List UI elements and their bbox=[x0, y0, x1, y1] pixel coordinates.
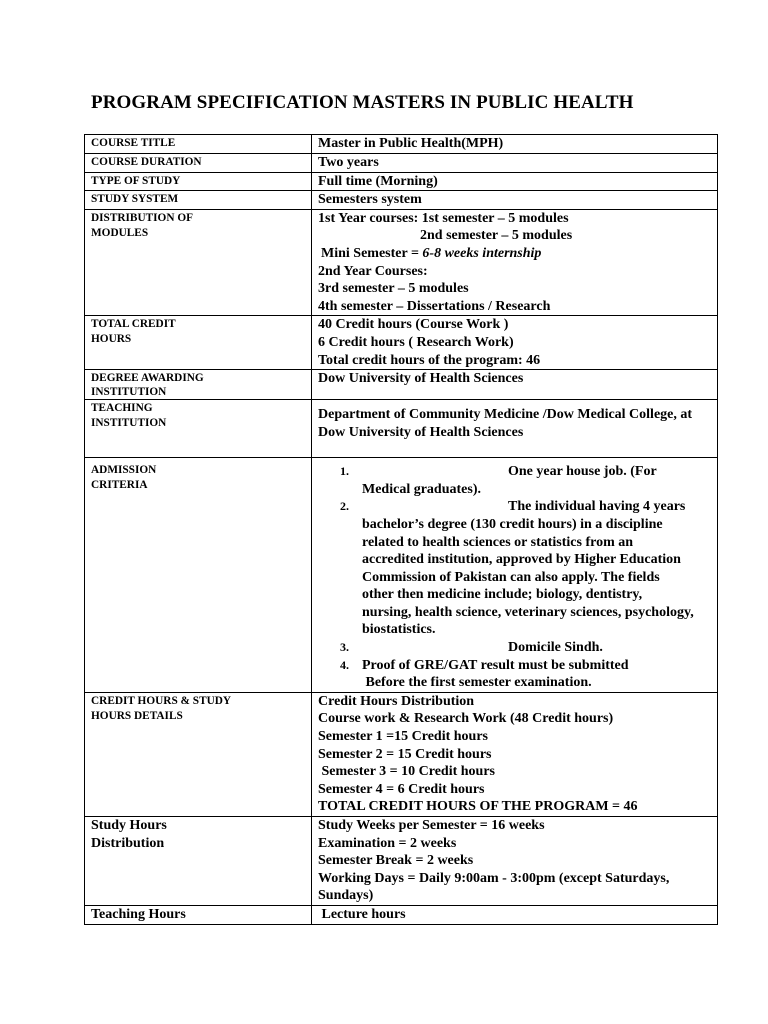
list-number: 4. bbox=[340, 657, 349, 672]
row-label bbox=[85, 905, 312, 924]
credit-details-label-1: CREDIT HOURS & STUDY bbox=[91, 694, 232, 707]
admission-criteria-list bbox=[318, 463, 713, 692]
course-title-value: Master in Public Health(MPH) bbox=[318, 136, 504, 151]
row-value bbox=[312, 400, 718, 458]
criteria-2-line-1: The individual having 4 years bbox=[508, 499, 686, 515]
row-value bbox=[312, 191, 718, 210]
study-hours-line-5: Sundays) bbox=[318, 888, 374, 904]
credit-details-line-7: TOTAL CREDIT HOURS OF THE PROGRAM = 46 bbox=[318, 799, 638, 815]
row-label bbox=[85, 135, 312, 154]
mini-semester-text: Mini Semester = bbox=[321, 245, 423, 261]
row-label bbox=[85, 817, 312, 906]
list-item bbox=[318, 463, 713, 498]
criteria-3-line-1: Domicile Sindh. bbox=[508, 640, 603, 656]
table-row bbox=[85, 191, 718, 210]
table-row bbox=[85, 154, 718, 173]
criteria-2-line-2: bachelor’s degree (130 credit hours) in a discipline bbox=[362, 516, 663, 532]
row-value bbox=[312, 172, 718, 191]
row-label bbox=[85, 458, 312, 693]
table-row bbox=[85, 817, 718, 906]
study-system-value: Semesters system bbox=[318, 192, 422, 208]
credit-details-line-3: Semester 1 =15 Credit hours bbox=[318, 729, 488, 745]
distribution-line-2: 2nd semester – 5 modules bbox=[420, 228, 573, 244]
credit-details-line-6: Semester 4 = 6 Credit hours bbox=[318, 781, 485, 797]
total-credit-line-2: 6 Credit hours ( Research Work) bbox=[318, 334, 514, 350]
list-number: 1. bbox=[340, 464, 349, 479]
credit-details-line-1: Credit Hours Distribution bbox=[318, 693, 475, 709]
table-row bbox=[85, 316, 718, 370]
program-spec-table bbox=[84, 134, 718, 925]
row-value bbox=[312, 905, 718, 924]
criteria-1-line-2: Medical graduates). bbox=[362, 481, 481, 497]
row-value bbox=[312, 370, 718, 400]
row-label bbox=[85, 209, 312, 316]
teaching-inst-line-2: Dow University of Health Sciences bbox=[318, 424, 524, 440]
row-value bbox=[312, 692, 718, 816]
total-credit-label-2: HOURS bbox=[91, 333, 132, 346]
credit-details-line-5: Semester 3 = 10 Credit hours bbox=[318, 764, 495, 780]
row-value bbox=[312, 135, 718, 154]
distribution-line-4: 2nd Year Courses: bbox=[318, 263, 428, 279]
table-row bbox=[85, 400, 718, 458]
credit-details-line-4: Semester 2 = 15 Credit hours bbox=[318, 746, 492, 762]
type-of-study-value: Full time (Morning) bbox=[318, 173, 438, 189]
table-row bbox=[85, 905, 718, 924]
study-system-label: STUDY SYSTEM bbox=[91, 193, 179, 206]
row-label bbox=[85, 692, 312, 816]
total-credit-line-1: 40 Credit hours (Course Work ) bbox=[318, 317, 509, 333]
table-row bbox=[85, 370, 718, 400]
list-number: 3. bbox=[340, 640, 349, 655]
table-row bbox=[85, 135, 718, 154]
page-title: PROGRAM SPECIFICATION MASTERS IN PUBLIC HEALTH bbox=[91, 92, 634, 113]
study-hours-line-2: Examination = 2 weeks bbox=[318, 835, 457, 851]
row-label bbox=[85, 400, 312, 458]
criteria-4-line-1: Proof of GRE/GAT result must be submitted bbox=[362, 657, 629, 673]
row-value bbox=[312, 209, 718, 316]
row-label bbox=[85, 191, 312, 210]
teaching-inst-label-1: TEACHING bbox=[91, 402, 153, 415]
teaching-inst-line-1: Department of Community Medicine /Dow Medical College, at bbox=[318, 407, 693, 423]
total-credit-label-1: TOTAL CREDIT bbox=[91, 318, 176, 331]
study-hours-line-4: Working Days = Daily 9:00am - 3:00pm (except Saturdays, bbox=[318, 870, 670, 886]
distribution-line-6: 4th semester – Dissertations / Research bbox=[318, 298, 551, 314]
distribution-line-5: 3rd semester – 5 modules bbox=[318, 281, 469, 297]
credit-details-label-2: HOURS DETAILS bbox=[91, 709, 183, 722]
row-value bbox=[312, 154, 718, 173]
teaching-inst-label-2: INSTITUTION bbox=[91, 417, 167, 430]
criteria-2-line-3: related to health sciences or statistics from an bbox=[362, 534, 634, 550]
table-row bbox=[85, 692, 718, 816]
row-label bbox=[85, 154, 312, 173]
row-label bbox=[85, 172, 312, 191]
list-number: 2. bbox=[340, 499, 349, 514]
row-label bbox=[85, 370, 312, 400]
admission-label-1: ADMISSION bbox=[91, 464, 157, 477]
table-row bbox=[85, 209, 718, 316]
criteria-2-line-5: Commission of Pakistan can also apply. The fields bbox=[362, 569, 660, 585]
distribution-label-2: MODULES bbox=[91, 226, 149, 239]
criteria-2-line-7: nursing, health science, veterinary sciences, psychology, bbox=[362, 604, 694, 620]
criteria-1-line-1: One year house job. (For bbox=[508, 464, 657, 480]
admission-label-2: CRITERIA bbox=[91, 479, 148, 492]
criteria-2-line-8: biostatistics. bbox=[362, 622, 436, 638]
row-value bbox=[312, 458, 718, 693]
degree-value: Dow University of Health Sciences bbox=[318, 371, 524, 387]
distribution-line-1: 1st Year courses: 1st semester – 5 modules bbox=[318, 210, 569, 226]
credit-details-line-2: Course work & Research Work (48 Credit hours) bbox=[318, 711, 614, 727]
criteria-2-line-6: other then medicine include; biology, dentistry, bbox=[362, 587, 643, 603]
study-hours-line-1: Study Weeks per Semester = 16 weeks bbox=[318, 818, 545, 833]
course-title-label: COURSE TITLE bbox=[91, 137, 176, 149]
course-duration-label: COURSE DURATION bbox=[91, 156, 202, 168]
row-label bbox=[85, 316, 312, 370]
list-item bbox=[318, 657, 713, 692]
teaching-hours-value: Lecture hours bbox=[318, 906, 406, 922]
criteria-4-line-2: Before the first semester examination. bbox=[362, 675, 592, 691]
type-of-study-label: TYPE OF STUDY bbox=[91, 174, 181, 187]
distribution-label-1: DISTRIBUTION OF bbox=[91, 211, 194, 224]
row-value bbox=[312, 316, 718, 370]
total-credit-line-3: Total credit hours of the program: 46 bbox=[318, 352, 541, 368]
course-duration-value: Two years bbox=[318, 155, 379, 170]
degree-label-2: INSTITUTION bbox=[91, 386, 167, 399]
list-item bbox=[318, 498, 713, 639]
distribution-line-3 bbox=[318, 245, 713, 263]
table-row bbox=[85, 172, 718, 191]
list-item bbox=[318, 639, 713, 657]
criteria-2-line-4: accredited institution, approved by Higher Education bbox=[362, 552, 681, 568]
study-hours-label-1: Study Hours bbox=[91, 818, 167, 833]
study-hours-label-2: Distribution bbox=[91, 836, 165, 851]
degree-label-1: DEGREE AWARDING bbox=[91, 372, 204, 385]
teaching-hours-label: Teaching Hours bbox=[91, 906, 186, 922]
internship-text: 6-8 weeks internship bbox=[422, 245, 542, 261]
row-value bbox=[312, 817, 718, 906]
table-row bbox=[85, 458, 718, 693]
study-hours-line-3: Semester Break = 2 weeks bbox=[318, 853, 474, 869]
